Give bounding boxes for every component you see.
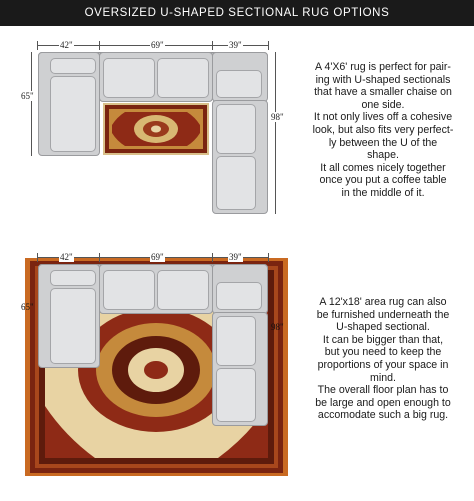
description-line: but you need to keep the xyxy=(324,346,442,359)
sofa-cushion xyxy=(216,70,262,98)
rug-medallion-center xyxy=(151,126,161,133)
description-line: once you put a coffee table xyxy=(319,174,447,187)
description-line: proportions of your space in xyxy=(317,358,449,371)
sofa-cushion xyxy=(157,270,209,310)
description-line: A 4'X6' rug is perfect for pair- xyxy=(315,61,451,73)
sofa-cushion xyxy=(216,156,256,210)
description-large-rug xyxy=(299,296,467,422)
description-line: mind. xyxy=(370,371,396,384)
dimension-right-width: 39" xyxy=(229,252,242,262)
dimension-tick xyxy=(99,41,100,50)
description-line: one side. xyxy=(361,98,405,111)
dimension-left-depth: 65" xyxy=(21,91,34,101)
sofa-cushion xyxy=(50,76,96,152)
dimension-tick xyxy=(212,253,213,262)
description-line: be large and open enough to xyxy=(315,396,451,409)
description-line: be furnished underneath the xyxy=(316,308,450,321)
description-line: ing with U-shaped sectionals xyxy=(315,73,451,86)
description-line: that have a smaller chaise on xyxy=(314,86,452,99)
dimension-right-depth: 98" xyxy=(271,322,284,332)
dimension-middle-width: 69" xyxy=(151,252,164,262)
sofa-cushion xyxy=(216,316,256,366)
sofa-cushion xyxy=(216,368,256,422)
sofa-cushion xyxy=(50,58,96,74)
sofa-cushion xyxy=(103,270,155,310)
dimension-left-depth: 65" xyxy=(21,302,34,312)
dimension-right-depth: 98" xyxy=(271,112,284,122)
dimension-tick xyxy=(268,253,269,262)
dimension-line-right xyxy=(275,52,276,214)
dimension-line-left xyxy=(31,52,32,156)
sofa-cushion xyxy=(50,270,96,286)
dimension-tick xyxy=(37,253,38,262)
title-banner xyxy=(0,0,474,26)
dimension-left-width: 42" xyxy=(60,40,73,50)
description-line: U-shaped sectional. xyxy=(336,321,430,334)
page-title: OVERSIZED U-SHAPED SECTIONAL RUG OPTIONS xyxy=(84,7,390,19)
sofa-cushion xyxy=(216,282,262,310)
sofa-cushion xyxy=(157,58,209,98)
description-line: The overall floor plan has to xyxy=(317,384,449,397)
description-line: It can be bigger than that, xyxy=(322,333,444,346)
dimension-middle-width: 69" xyxy=(151,40,164,50)
sofa-cushion xyxy=(216,104,256,154)
sofa-cushion xyxy=(50,288,96,364)
dimension-left-width: 42" xyxy=(60,252,73,262)
dimension-tick xyxy=(268,41,269,50)
description-line: shape. xyxy=(367,149,399,162)
description-line: look, but also fits very perfect- xyxy=(312,123,454,136)
description-line: in the middle of it. xyxy=(341,186,425,199)
sofa-cushion xyxy=(103,58,155,98)
dimension-tick xyxy=(37,41,38,50)
description-small-rug xyxy=(299,61,467,200)
small-rug-4x6 xyxy=(103,103,209,155)
description-line: It not only lives off a cohesive xyxy=(313,111,453,124)
dimension-tick xyxy=(99,253,100,262)
rug-medallion-center xyxy=(144,361,168,379)
description-line: It all comes nicely together xyxy=(320,161,446,174)
description-line: ly between the U of the xyxy=(328,136,438,149)
dimension-tick xyxy=(212,41,213,50)
description-line: accomodate such a big rug. xyxy=(317,409,449,422)
dimension-right-width: 39" xyxy=(229,40,242,50)
description-line: A 12'x18' area rug can also xyxy=(319,296,447,308)
